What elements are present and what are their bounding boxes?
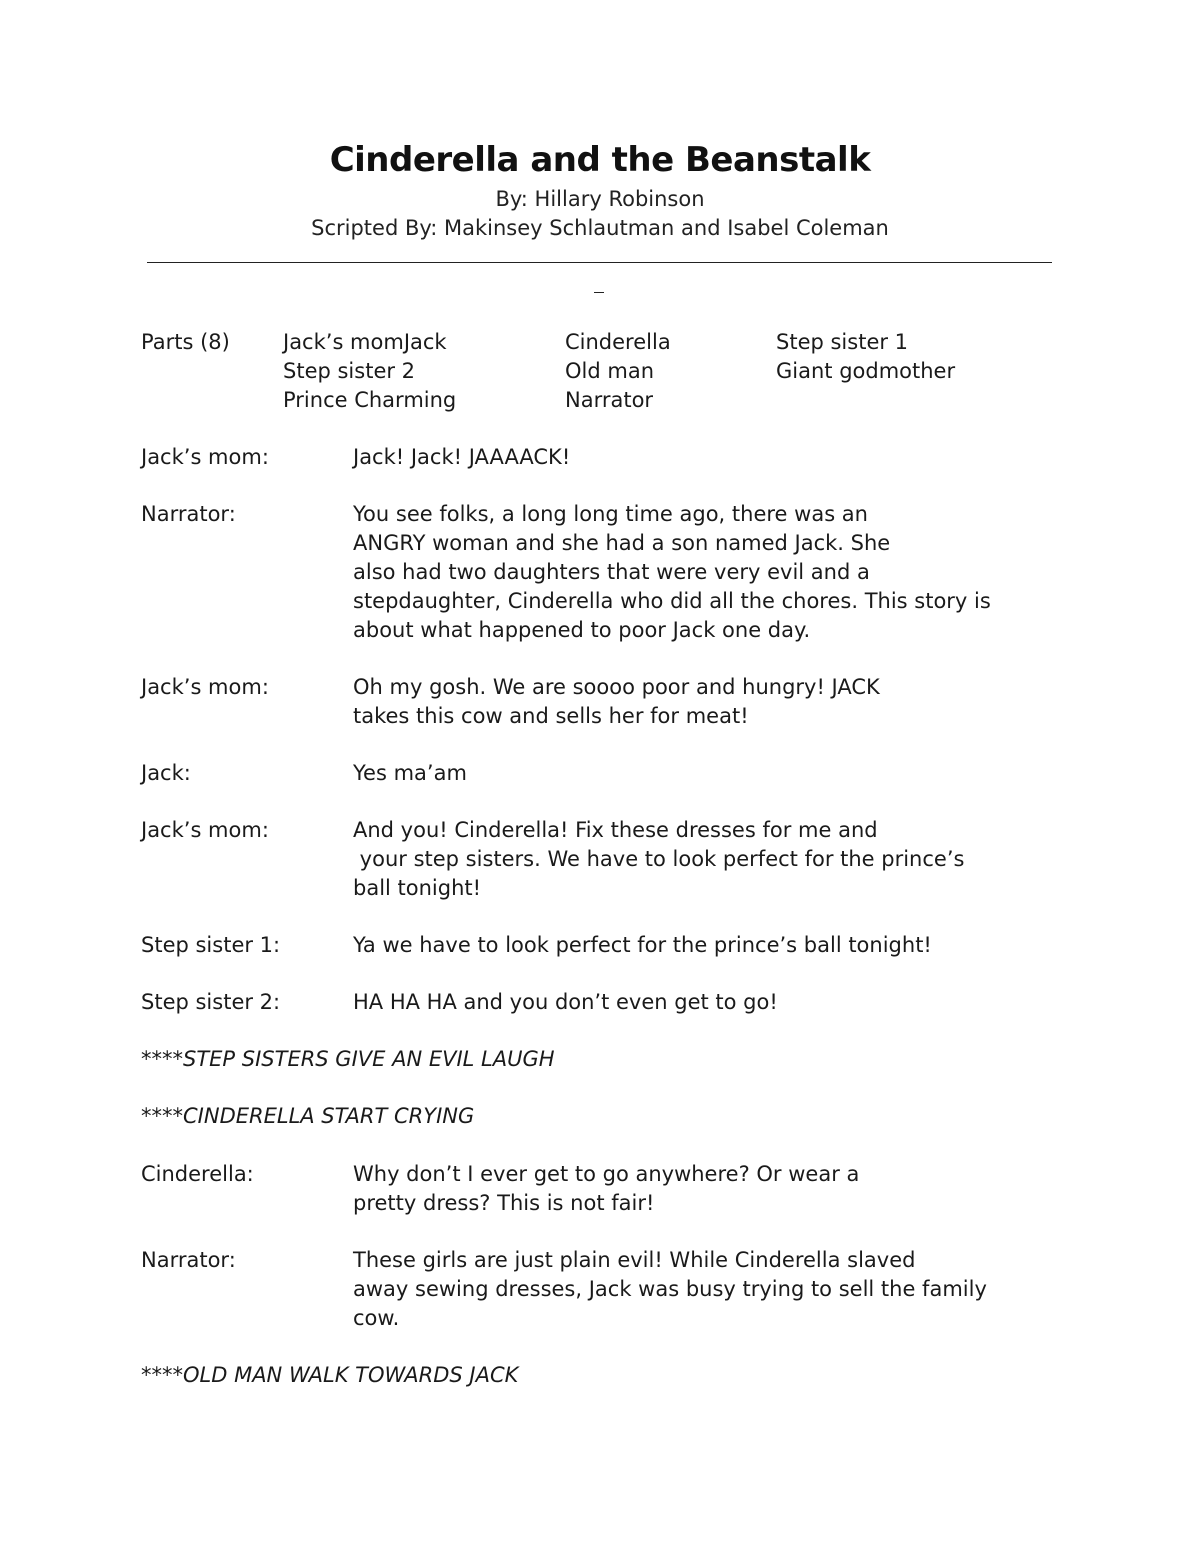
dialogue-line: stepdaughter, Cinderella who did all the chores. This story is [353, 589, 991, 613]
part-name: Giant godmother [776, 359, 956, 383]
dialogue-line: away sewing dresses, Jack was busy trying to sell the family [353, 1277, 987, 1301]
dialogue-line: ball tonight! [353, 876, 482, 900]
dialogue-line: pretty dress? This is not fair! [353, 1191, 655, 1215]
part-name: Step sister 2 [283, 359, 416, 383]
dialogue-line: Yes ma’am [353, 761, 467, 785]
dialogue-line: takes this cow and sells her for meat! [353, 704, 749, 728]
stage-direction: ****STEP SISTERS GIVE AN EVIL LAUGH [141, 1047, 555, 1071]
dialogue-line: Jack! Jack! JAAAACK! [353, 445, 571, 469]
divider-rule [147, 262, 1052, 263]
part-name: Cinderella [565, 330, 671, 354]
dialogue-line: also had two daughters that were very evil and a [353, 560, 870, 584]
speaker-name: Narrator: [141, 1248, 236, 1272]
document-title: Cinderella and the Beanstalk [329, 140, 871, 180]
part-name: Narrator [565, 388, 654, 412]
part-name: Jack’s momJack [283, 330, 447, 354]
speaker-name: Cinderella: [141, 1162, 254, 1186]
dialogue-line: your step sisters. We have to look perfect for the prince’s [353, 847, 965, 871]
dialogue-line: Ya we have to look perfect for the prince’s ball tonight! [353, 933, 932, 957]
speaker-name: Step sister 1: [141, 933, 281, 957]
dialogue-line: And you! Cinderella! Fix these dresses for me and [353, 818, 878, 842]
stage-direction: ****CINDERELLA START CRYING [141, 1104, 475, 1128]
speaker-name: Jack: [141, 761, 191, 785]
dialogue-line: ANGRY woman and she had a son named Jack. She [353, 531, 891, 555]
speaker-name: Jack’s mom: [141, 675, 269, 699]
speaker-name: Jack’s mom: [141, 818, 269, 842]
speaker-name: Step sister 2: [141, 990, 281, 1014]
dialogue-line: You see folks, a long long time ago, there was an [353, 502, 868, 526]
dialogue-line: HA HA HA and you don’t even get to go! [353, 990, 778, 1014]
divider-rule-tail [594, 292, 604, 293]
scripted-by-line: Scripted By: Makinsey Schlautman and Isabel Coleman [311, 216, 889, 240]
dialogue-line: Oh my gosh. We are soooo poor and hungry! JACK [353, 675, 880, 699]
parts-label: Parts (8) [141, 330, 230, 354]
speaker-name: Narrator: [141, 502, 236, 526]
dialogue-line: about what happened to poor Jack one day. [353, 618, 811, 642]
stage-direction: ****OLD MAN WALK TOWARDS JACK [141, 1363, 519, 1387]
dialogue-line: cow. [353, 1306, 400, 1330]
dialogue-line: Why don’t I ever get to go anywhere? Or wear a [353, 1162, 860, 1186]
speaker-name: Jack’s mom: [141, 445, 269, 469]
author-byline: By: Hillary Robinson [495, 187, 705, 211]
part-name: Step sister 1 [776, 330, 909, 354]
dialogue-line: These girls are just plain evil! While Cinderella slaved [353, 1248, 916, 1272]
part-name: Old man [565, 359, 655, 383]
part-name: Prince Charming [283, 388, 457, 412]
